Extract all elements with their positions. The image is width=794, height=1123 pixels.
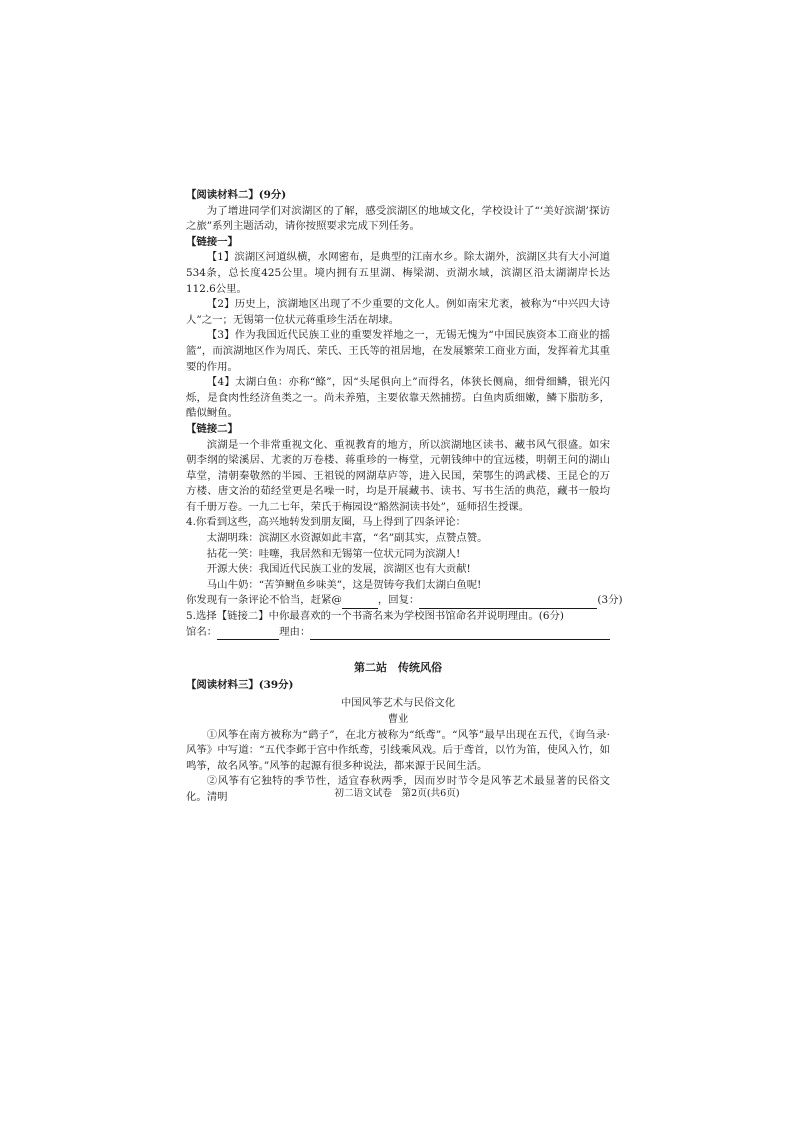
question-5-stem: 5.选择【链接二】中你最喜欢的一个书斋名来为学校图书馆命名并说明理由。(6分)	[186, 610, 564, 623]
question-5-answer-line	[186, 625, 610, 641]
page-footer: 初二语文试卷 第2页(共6页)	[334, 788, 460, 799]
library-name-blank[interactable]	[217, 627, 279, 640]
reason-label: 理由：	[279, 625, 311, 638]
link1-label: 【链接一】	[186, 235, 238, 248]
comment-2: 拈花一笑：哇噻，我居然和无锡第一位状元同为滨湖人!	[206, 547, 461, 560]
article-paragraph-2: ②风筝有它独特的季节性，适宜春秋两季，因而岁时节令是风筝艺术最显著的民俗文化。清明	[186, 775, 610, 803]
question-4-score: (3分)	[597, 594, 623, 607]
comment-1: 太湖明珠：滨湖区水资源如此丰富，“名”副其实，点赞点赞。	[206, 532, 488, 545]
material2-intro: 为了增进同学们对滨湖区的了解，感受滨湖区的地域文化，学校设计了“‘美好滨湖’探访之旅”系列主题活动，请你按照要求完成下列任务。	[186, 204, 610, 233]
link1-item-1: 【1】滨湖区河道纵横，水网密布，是典型的江南水乡。除太湖外，滨湖区共有大小河道534条，总长度425公里。境内拥有五里湖、梅梁湖、贡湖水域，滨湖区沿太湖湖岸长达112.6公里。	[186, 251, 610, 295]
link2-label: 【链接二】	[186, 422, 238, 435]
link2-text: 滨湖是一个非常重视文化、重视教育的地方，所以滨湖地区读书、藏书风气很盛。如宋朝李纲的梁溪居、尤袤的万卷楼、蒋重珍的一梅堂，元朝钱绅中的宜远楼，明朝王问的湖山草堂，清朝秦敬然的半园、王祖锐的网湖草庐等，进入民国，荣鄂生的鸿武楼、王昆仑的万方楼、唐文治的茹经堂更是名噪一时，均是开展藏书、读书、写书生活的典范，藏书一般均有千册万卷。一九二七年，荣氏于梅园设“豁然洞读书处”，延师招生授课。	[186, 438, 610, 513]
page-content	[186, 188, 623, 806]
mention-blank[interactable]	[342, 596, 378, 609]
material2-header: 【阅读材料二】(9分)	[186, 189, 287, 201]
link1-item-4: 【4】太湖白鱼：亦称“鲦”，因“头尾俱向上”而得名，体狭长侧扁，细骨细鳞，银光闪烁，是食肉性经济鱼类之一。尚未养殖，主要依靠天然捕捞。白鱼肉质细嫩，鳞下脂肪多，酷似鲥鱼。	[186, 376, 610, 420]
article-paragraph-1: ①风筝在南方被称为“鹞子”，在北方被称为“纸鸢”。“风筝”最早出现在五代，《询刍录·风筝》中写道：“五代李邺于宫中作纸鸢，引线乘风戏。后于鸢首，以竹为笛，使风入竹，如鸣筝，故名风筝。”风筝的起源有很多种说法，都来源于民间生活。	[186, 728, 610, 772]
name-label: 馆名：	[186, 625, 218, 638]
link1-item-2: 【2】历史上，滨湖地区出现了不少重要的文化人。例如南宋尤袤，被称为“中兴四大诗人”之一；无锡第一位状元蒋重珍生活在胡埭。	[186, 298, 610, 326]
station-2-title: 第二站 传统风俗	[354, 661, 442, 675]
article-author: 曹业	[387, 713, 409, 725]
comment-3: 开源大侠：我国近代民族工业的发展，滨湖区也有大贡献!	[206, 563, 471, 576]
comment-4: 马山牛奶：“苦笋鲥鱼乡味美”，这是贺铸夸我们太湖白鱼呢!	[206, 578, 482, 591]
reason-blank[interactable]	[310, 627, 610, 640]
reply-blank[interactable]	[419, 596, 597, 609]
question-4-answer-line	[186, 593, 623, 609]
article-title: 中国风筝艺术与民俗文化	[340, 697, 456, 710]
answer-middle: ，回复：	[377, 594, 420, 607]
material3-header: 【阅读材料三】(39分)	[186, 678, 294, 691]
answer-prefix: 你发现有一条评论不恰当，赶紧@	[186, 594, 342, 607]
question-4-stem: 4.你看到这些，高兴地转发到朋友圈，马上得到了四条评论：	[186, 516, 467, 529]
link1-item-3: 【3】作为我国近代民族工业的重要发祥地之一，无锡无愧为“中国民族资本工商业的摇篮”，而滨湖地区作为周氏、荣氏、王氏等的祖居地，在发展繁荣工商业方面，发挥着尤其重要的作用。	[186, 329, 610, 373]
